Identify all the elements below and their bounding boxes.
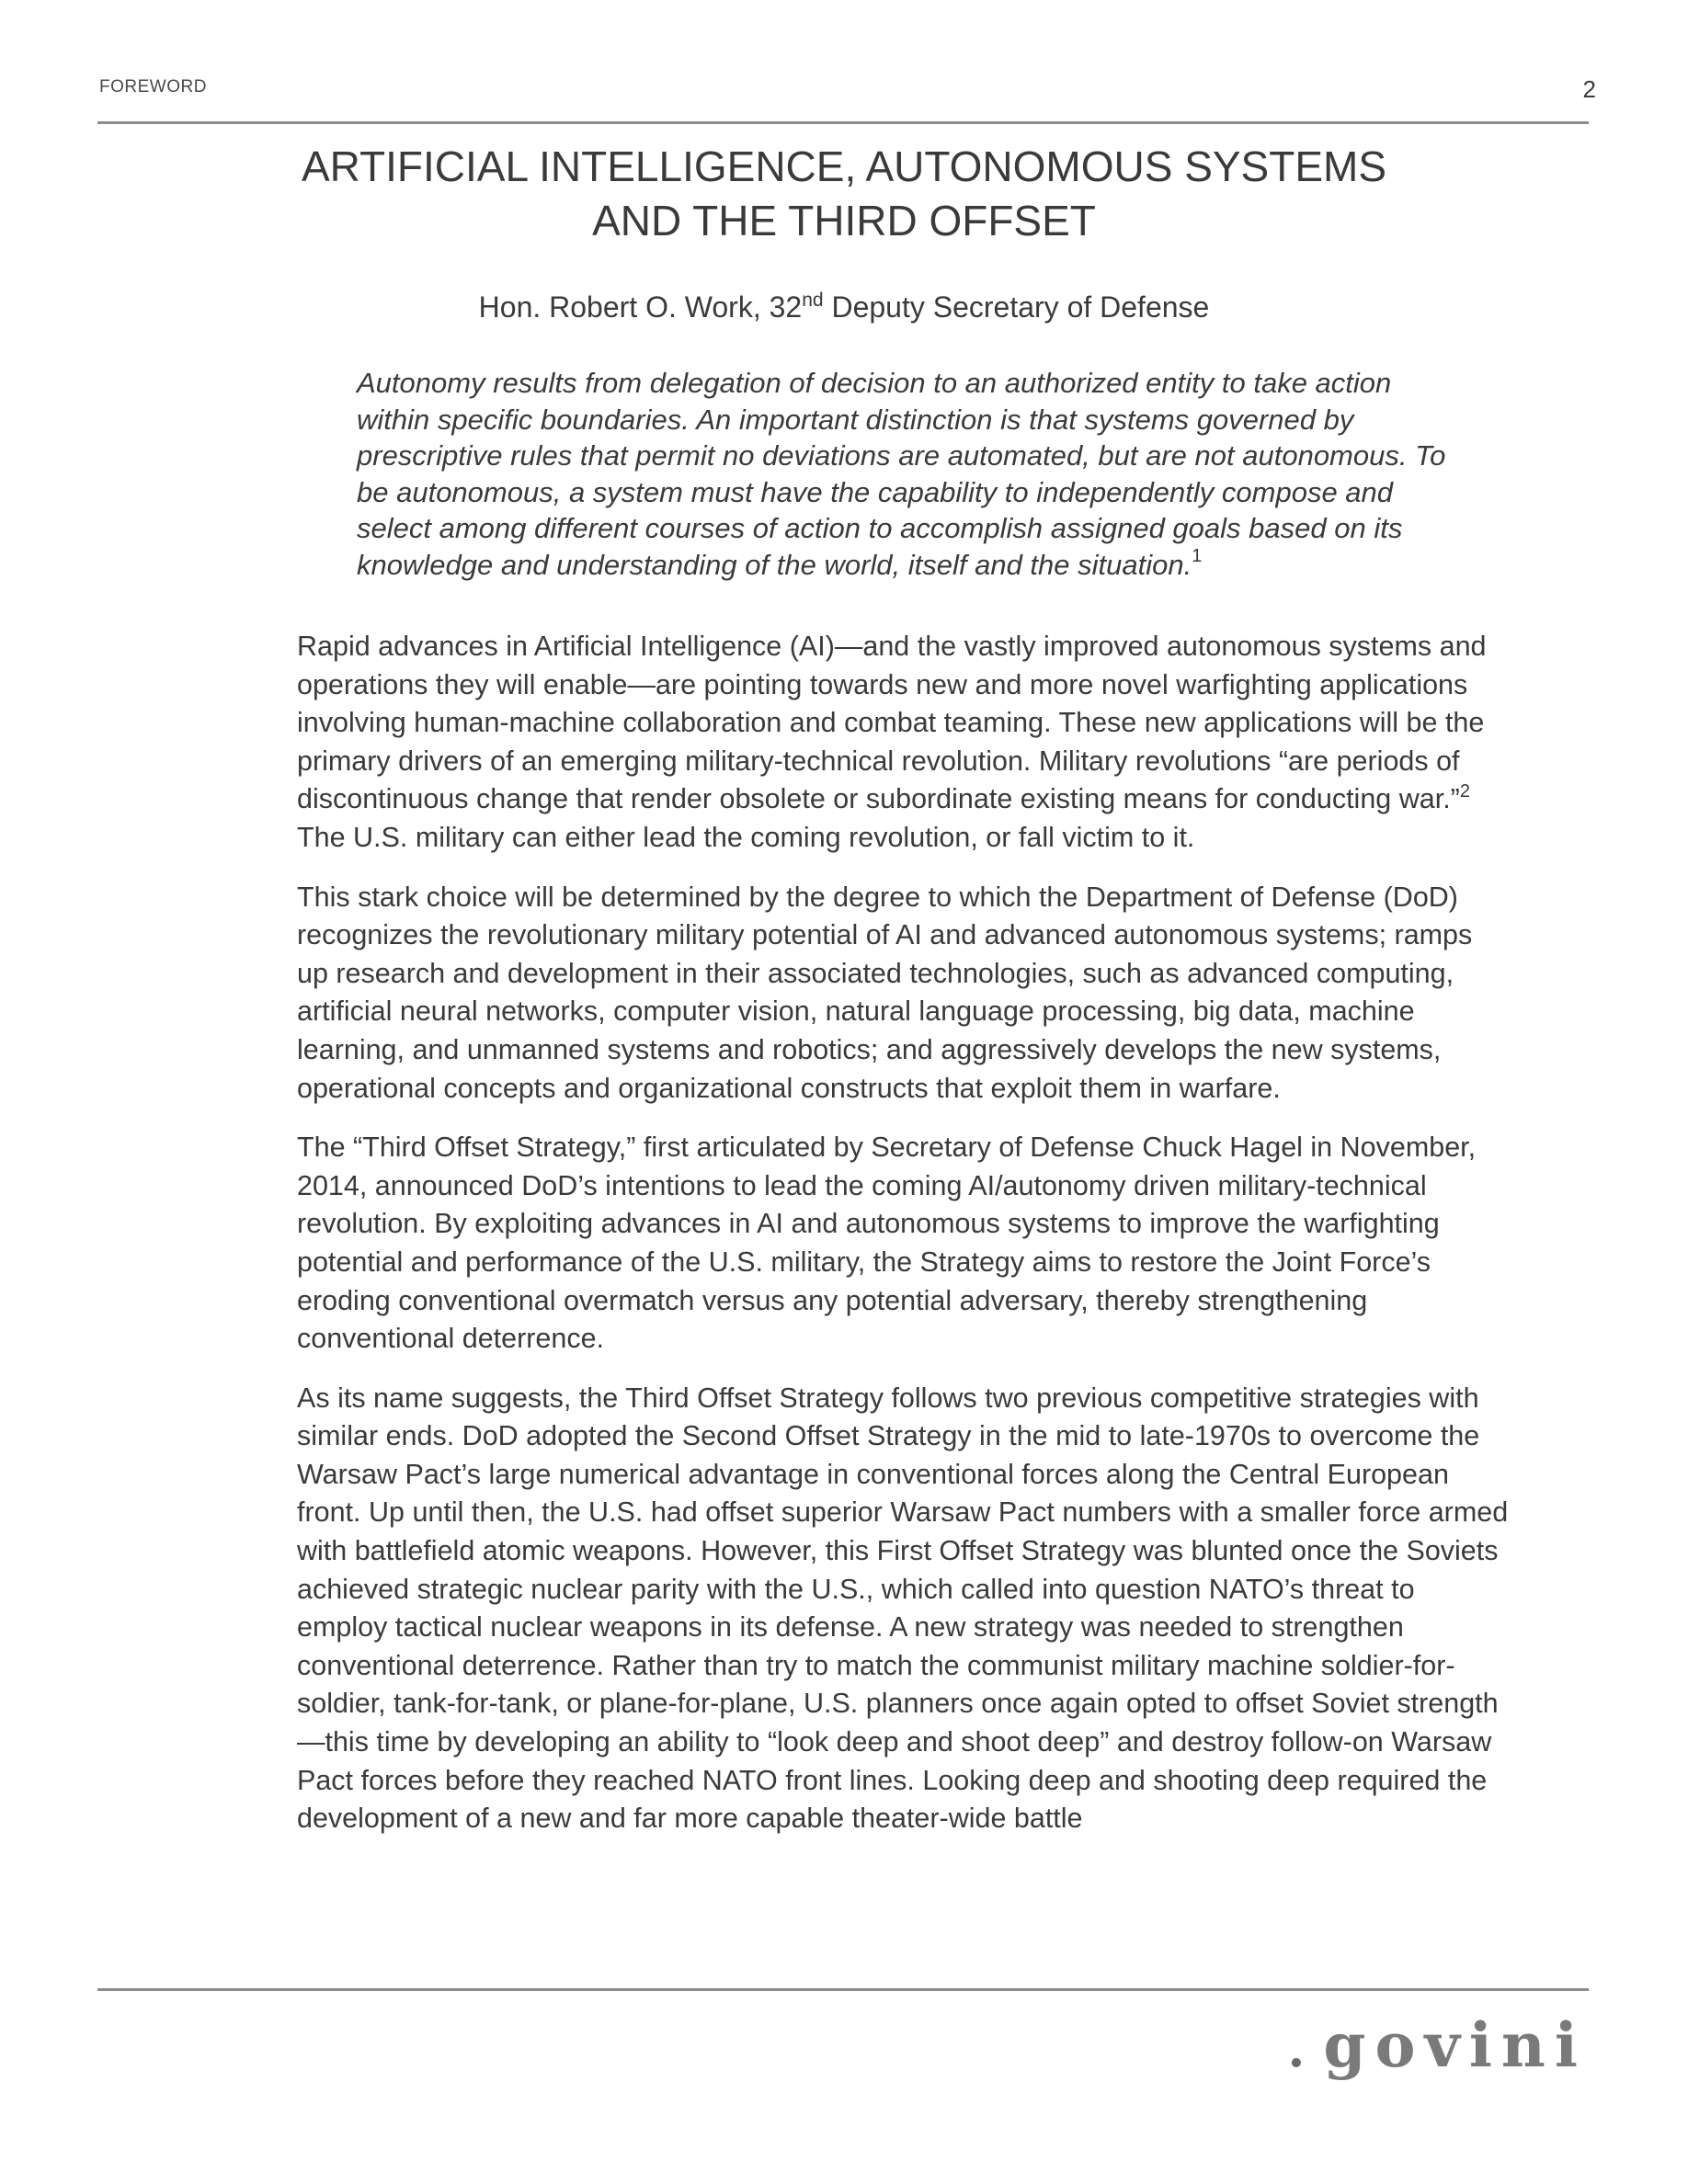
logo-dot: . <box>1287 2019 1315 2078</box>
byline-prefix: Hon. Robert O. Work, 32 <box>478 290 803 324</box>
footnote-ref-2: 2 <box>1459 781 1470 802</box>
epigraph-text: Autonomy results from delegation of decision to an authorized entity to take action within specific boundaries. An important distinction is that systems governed by prescriptive rules that permit no deviations are automated, but are not autonomous. To be autonomous, a system must have the capability to independently compose and select among different courses of action to accomplish assigned goals based on its knowledge and understanding of the world, itself and the situation. <box>357 367 1446 581</box>
footnote-ref-1: 1 <box>1192 545 1203 566</box>
footer-divider <box>97 1988 1589 1991</box>
author-byline <box>0 290 1688 324</box>
paragraph-1 <box>297 628 1511 858</box>
paragraph-2: This stark choice will be determined by the degree to which the Department of Defense (DoD) recognizes the revolutionary military potential of AI and advanced autonomous systems; ramps up research and development in their associated technologies, such as advanced computing, artificial neural networks, computer vision, natural language processing, big data, machine learning, and unmanned systems and robotics; and aggressively develops the new systems, operational concepts and organizational constructs that exploit them in warfare. <box>297 881 1473 1104</box>
paragraph-1-text-a: Rapid advances in Artificial Intelligence (AI)—and the vastly improved autonomous systems and operations they will enable—are pointing towards new and more novel warfighting applications involving human-machine collaboration and combat teaming. These new applications will be the primary drivers of an emerging military-technical revolution. Military revolutions “are periods of discontinuous change that render obsolete or subordinate existing means for conducting war.” <box>297 631 1487 815</box>
article-body <box>297 628 1511 1860</box>
paragraph-4: As its name suggests, the Third Offset Strategy follows two previous competitive strategies with similar ends. DoD adopted the Second Offset Strategy in the mid to late-1970s to overcome the Warsaw Pact’s large numerical advantage in conventional forces along the Central European front. Up until then, the U.S. had offset superior Warsaw Pact numbers with a smaller force armed with battlefield atomic weapons. However, this First Offset Strategy was blunted once the Soviets achieved strategic nuclear parity with the U.S., which called into question NATO’s threat to employ tactical nuclear weapons in its defense. A new strategy was needed to strengthen conventional deterrence. Rather than try to match the communist military machine soldier-for-soldier, tank-for-tank, or plane-for-plane, U.S. planners once again opted to offset Soviet strength—this time by developing an ability to “look deep and shoot deep” and destroy follow-on Warsaw Pact forces before they reached NATO front lines. Looking deep and shooting deep required the development of a new and far more capable theater-wide battle <box>297 1382 1509 1835</box>
paragraph-1-text-b: The U.S. military can either lead the coming revolution, or fall victim to it. <box>297 783 1486 853</box>
title-line-1: ARTIFICIAL INTELLIGENCE, AUTONOMOUS SYSTEMS <box>301 142 1387 190</box>
article-title <box>200 140 1488 248</box>
paragraph-3: The “Third Offset Strategy,” first articulated by Secretary of Defense Chuck Hagel in November, 2014, announced DoD’s intentions to lead the coming AI/autonomy driven military-technical revolution. By exploiting advances in AI and autonomous systems to improve the warfighting potential and performance of the U.S. military, the Strategy aims to restore the Joint Force’s eroding conventional overmatch versus any potential adversary, thereby strengthening conventional deterrence. <box>297 1132 1477 1355</box>
page-number: 2 <box>1582 75 1596 103</box>
section-label: FOREWORD <box>99 77 207 97</box>
epigraph-quote <box>357 365 1451 583</box>
logo-wordmark: govini <box>1323 2009 1587 2081</box>
header-divider <box>97 121 1589 124</box>
govini-logo <box>1288 2009 1587 2081</box>
byline-suffix: Deputy Secretary of Defense <box>823 290 1210 324</box>
byline-ordinal: nd <box>802 290 824 311</box>
title-line-2: AND THE THIRD OFFSET <box>592 197 1096 245</box>
